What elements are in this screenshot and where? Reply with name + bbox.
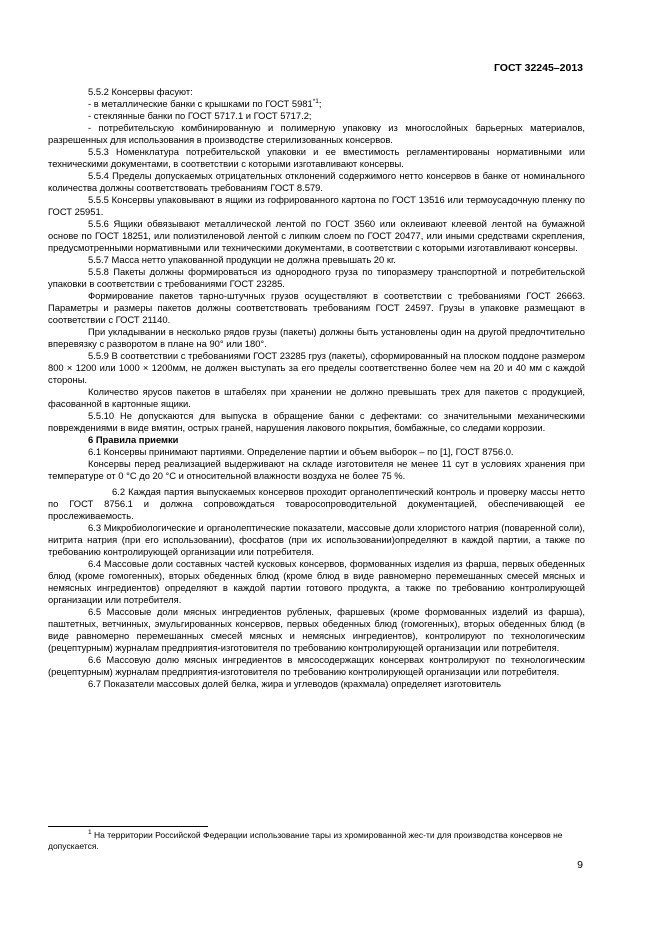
paragraph-6-1: 6.1 Консервы принимают партиями. Определение партии и объем выборок – по [1], ГОСТ 8756.0. bbox=[88, 446, 514, 457]
paragraph-list-item: - стеклянные банки по ГОСТ 5717.1 и ГОСТ 5717.2; bbox=[88, 110, 312, 121]
standard-header: ГОСТ 32245–2013 bbox=[493, 62, 583, 74]
paragraph-6-5: 6.5 Массовые доли мясных ингредиентов рубленых, фаршевых (кроме формованных изделий из фарша), паштетных, ветчинных, эмульгированных консервов, первых обеденных блюд (гомогенных), вторых обеденных блюд (в виде равномерно перемешанных смесей мясных и немясных ингредиентов), контролируют по технологическим (рецептурным) журналам предприятия-изготовителя по требованию контролирующей организации или потребителя. bbox=[48, 606, 585, 653]
footnote-text: На территории Российской Федерации использование тары из хромированной жес-ти для производства консервов не допускается. bbox=[48, 830, 563, 851]
paragraph-5-5-9: 5.5.9 В соответствии с требованиями ГОСТ 23285 груз (пакеты), сформированный на плоском поддоне размером 800 × 1200 или 1000 × 1200мм, не должен выступать за его пределы соответственно более чем на 20 и 40 мм с каждой стороны. bbox=[48, 350, 585, 385]
footnote bbox=[48, 830, 585, 852]
document-body bbox=[48, 86, 585, 690]
footnote-mark: 1 bbox=[88, 829, 92, 836]
paragraph-5-5-2: 5.5.2 Консервы фасуют: bbox=[88, 86, 193, 97]
paragraph-5-5-4: 5.5.4 Пределы допускаемых отрицательных отклонений содержимого нетто консервов в банке от номинального количества должны соответствовать требованиям ГОСТ 8.579. bbox=[48, 170, 585, 193]
paragraph-storage: Консервы перед реализацией выдерживают на складе изготовителя не менее 11 сут в условиях хранения при температуре от 0 °С до 20 °С и относительной влажности воздуха не более 75 %. bbox=[48, 458, 585, 481]
paragraph-6-3: 6.3 Микробиологические и органолептические показатели, массовые доли хлористого натрия (поваренной соли), нитрита натрия (при его использовании), фосфатов (при их использовании)определяют в каждой партии, а также по требованию контролирующей организации или потребителя. bbox=[48, 522, 585, 557]
paragraph-list-item bbox=[48, 98, 585, 110]
section-heading-6: 6 Правила приемки bbox=[88, 434, 179, 445]
paragraph-5-5-8: 5.5.8 Пакеты должны формироваться из однородного груза по типоразмеру транспортной и потребительской упаковки в соответствии с требованиями ГОСТ 23285. bbox=[48, 266, 585, 289]
paragraph-6-7: 6.7 Показатели массовых долей белка, жира и углеводов (крахмала) определяет изготовитель bbox=[88, 678, 502, 689]
paragraph-list-item: - потребительскую комбинированную и полимерную упаковку из многослойных барьерных материалов, разрешенных для использования в производстве стерилизованных консервов. bbox=[48, 122, 585, 145]
paragraph-5-5-3: 5.5.3 Номенклатура потребительской упаковки и ее вместимость регламентированы нормативными или техническими документами, в соответствии с которыми изготавливают консервы. bbox=[48, 146, 585, 169]
paragraph-5-5-7: 5.5.7 Масса нетто упакованной продукции не должна превышать 20 кг. bbox=[88, 254, 396, 265]
footnote-separator bbox=[48, 826, 208, 827]
paragraph-stacking: При укладывании в несколько рядов грузы (пакеты) должны быть установлены один на другой предпочтительно вперевязку с разворотом в плане на 90° или 180°. bbox=[48, 326, 585, 349]
paragraph-6-6: 6.6 Массовую долю мясных ингредиентов в мясосодержащих консервах контролируют по технологическим (рецептурным) журналам предприятия-изготовителя по требованию контролирующей организации или потребителя. bbox=[48, 654, 585, 677]
list-item-text: - в металлические банки с крышками по ГОСТ 5981 bbox=[88, 98, 313, 109]
list-item-tail: ; bbox=[318, 98, 322, 109]
paragraph-packet-forming: Формирование пакетов тарно-штучных грузов осуществляют в соответствии с требованиями ГОСТ 26663. Параметры и размеры пакетов должны соответствовать требованиям ГОСТ 24597. Грузы в упаковке размещают в соответствии с ГОСТ 21140. bbox=[48, 290, 585, 325]
footnote-ref: *1 bbox=[312, 98, 319, 105]
paragraph-6-2: 6.2 Каждая партия выпускаемых консервов проходит органолептический контроль и проверку массы нетто по ГОСТ 8756.1 и должна сопровождаться товаросопроводительной документацией, обеспечивающей ее прослеживаемость. bbox=[48, 486, 585, 521]
page-number: 9 bbox=[577, 859, 583, 871]
paragraph-5-5-5: 5.5.5 Консервы упаковывают в ящики из гофрированного картона по ГОСТ 13516 или термоусадочную пленку по ГОСТ 25951. bbox=[48, 194, 585, 217]
paragraph-5-5-10: 5.5.10 Не допускаются для выпуска в обращение банки с дефектами: со значительными механическими повреждениями в виде вмятин, острых граней, нарушения лакового покрытия, бомбажные, со следами коррозии. bbox=[48, 410, 585, 433]
paragraph-6-4: 6.4 Массовые доли составных частей кусковых консервов, формованных изделия из фарша, первых обеденных блюд (кроме гомогенных), вторых обеденных блюд (кроме блюд в виде равномерно перемешанных смесей мясных и немясных ингредиентов) определяют в каждой партии готового продукта, а также по требованию контролирующей организации или потребителя. bbox=[48, 558, 585, 605]
paragraph-5-5-6: 5.5.6 Ящики обвязывают металлической лентой по ГОСТ 3560 или оклеивают клеевой лентой на бумажной основе по ГОСТ 18251, или полиэтиленовой лентой с липким слоем по ГОСТ 20477, или иными средствами скрепления, предусмотренными нормативными или техническими документами, в соответствии с которыми изготавливают консервы. bbox=[48, 218, 585, 253]
paragraph-tiers: Количество ярусов пакетов в штабелях при хранении не должно превышать трех для пакетов с продукцией, фасованной в картонные ящики. bbox=[48, 386, 585, 409]
